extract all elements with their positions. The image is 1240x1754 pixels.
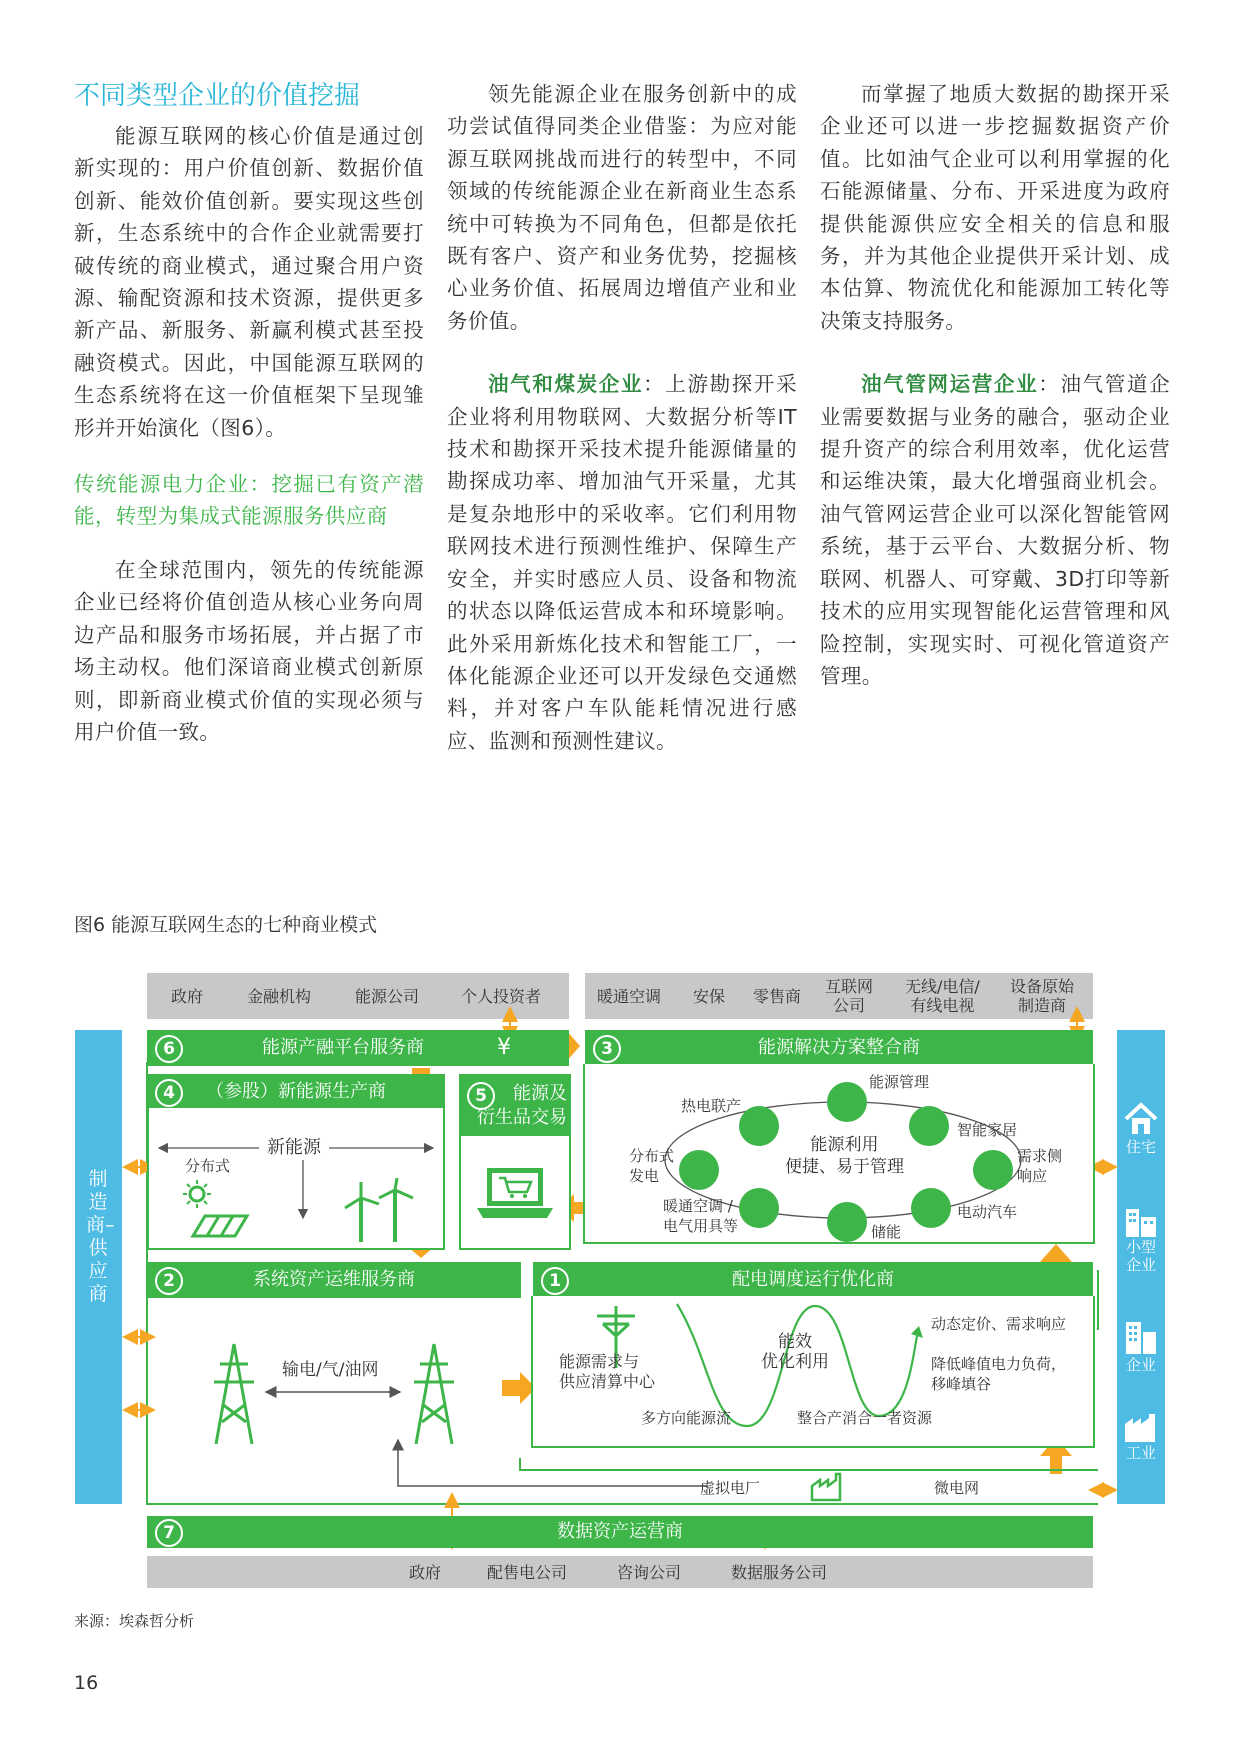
electric-car-icon bbox=[911, 1188, 951, 1228]
module-7-header bbox=[147, 1516, 1093, 1548]
text-column-1 bbox=[74, 78, 424, 749]
figure-source: 来源：埃森哲分析 bbox=[74, 1612, 195, 1630]
stakeholder-label: 金融机构 bbox=[247, 987, 312, 1006]
stakeholder-label: 安保 bbox=[693, 987, 726, 1006]
module-title: 数据资产运营商 bbox=[557, 1521, 683, 1542]
module-number-badge: 6 bbox=[155, 1035, 183, 1063]
paragraph bbox=[820, 368, 1170, 692]
microgrid-label: 微电网 bbox=[934, 1479, 980, 1497]
subheading: 传统能源电力企业：挖掘已有资产潜能，转型为集成式能源服务供应商 bbox=[74, 472, 424, 529]
module-number-badge: 1 bbox=[541, 1267, 569, 1295]
enterprise-icon bbox=[1123, 1320, 1159, 1354]
paragraph-lead: 油气管网运营企业 bbox=[861, 372, 1039, 397]
paragraph: 在全球范围内，领先的传统能源企业已经将价值创造从核心业务向周边产品和服务市场拓展，并占据了市场主动权。他们深谙商业模式创新原则，即新商业模式价值的实现必须与用户价值一致。 bbox=[74, 558, 424, 745]
pricing-label: 动态定价、需求响应 bbox=[931, 1315, 1067, 1333]
customer-label-home: 住宅 bbox=[1125, 1138, 1156, 1156]
solar-generation-icon bbox=[679, 1150, 719, 1190]
grid-label: 输电/气/油网 bbox=[282, 1360, 379, 1380]
stakeholder-label: 数据服务公司 bbox=[731, 1563, 828, 1582]
manufacturer-supplier-sidebar bbox=[75, 1030, 122, 1504]
module-title: 系统资产运维服务商 bbox=[253, 1269, 415, 1290]
top-stakeholder-bar-left bbox=[147, 973, 569, 1019]
laptop-cart-icon bbox=[477, 1164, 553, 1224]
module-title: 配电调度运行优化商 bbox=[732, 1269, 894, 1290]
item-label: 智能家居 bbox=[957, 1121, 1018, 1139]
module-number-badge: 3 bbox=[593, 1035, 621, 1063]
chp-plant-icon bbox=[739, 1106, 779, 1146]
module-5 bbox=[459, 1074, 571, 1250]
customer-sidebar bbox=[1117, 1030, 1165, 1504]
section-heading: 不同类型企业的价值挖掘 bbox=[74, 81, 361, 111]
item-label: 暖通空调 / 电气用具等 bbox=[663, 1197, 739, 1235]
tv-icon bbox=[909, 1106, 949, 1146]
module-title: 能源产融平台服务商 bbox=[262, 1037, 424, 1058]
module-1-body bbox=[531, 1296, 1095, 1448]
paragraph-body: ：油气管道企业需要数据与业务的融合，驱动企业提升资产的综合利用效率，优化运营和运维决策，最大化增强商业机会。油气管网运营企业可以深化智能管网系统，基于云平台、大数据分析、物联网、机器人、可穿戴、3D打印等新技术的应用实现智能化运营管理和风险控制，实现实时、可视化管道资产管理。 bbox=[820, 372, 1171, 688]
text-column-2 bbox=[447, 78, 797, 757]
efficiency-label: 能效 优化利用 bbox=[761, 1332, 829, 1372]
clearing-center-label: 能源需求与 供应清算中心 bbox=[559, 1352, 656, 1391]
customer-label-small-business: 小型 企业 bbox=[1125, 1238, 1156, 1274]
paragraph-body: ：上游勘探开采企业将利用物联网、大数据分析等IT技术和勘探开采技术提升能源储量的勘探成功率、增加油气开采量，尤其是复杂地形中的采收率。它们利用物联网技术进行预测性维护、保障生产安全，并实时感应人员、设备和物流的状态以降低运营成本和环境影响。此外采用新炼化技术和智能工厂，一体化能源企业还可以开发绿色交通燃料，并对客户车队能耗情况进行感应、监测和预测性建议。 bbox=[447, 372, 797, 753]
customer-label-industry: 工业 bbox=[1125, 1444, 1156, 1462]
new-energy-label: 新能源 bbox=[267, 1137, 321, 1158]
module-4-header bbox=[147, 1074, 445, 1110]
battery-storage-icon bbox=[827, 1202, 867, 1242]
item-label: 电动汽车 bbox=[957, 1203, 1018, 1221]
module-2-header bbox=[147, 1262, 521, 1298]
stakeholder-label: 配售电公司 bbox=[487, 1563, 568, 1582]
module-number-badge: 2 bbox=[155, 1267, 183, 1295]
virtual-power-plant-label: 虚拟电厂 bbox=[700, 1479, 761, 1497]
bottom-stakeholder-bar bbox=[147, 1556, 1093, 1588]
stakeholder-label: 零售商 bbox=[753, 987, 802, 1006]
multi-flow-label: 多方向能源流 bbox=[641, 1409, 732, 1427]
paragraph bbox=[447, 368, 797, 757]
module-4-body bbox=[147, 1108, 445, 1250]
stakeholder-label: 个人投资者 bbox=[461, 987, 542, 1006]
factory-icon bbox=[1123, 1412, 1159, 1442]
house-icon bbox=[1123, 1102, 1159, 1136]
item-label: 储能 bbox=[871, 1223, 902, 1241]
stakeholder-label: 政府 bbox=[171, 987, 204, 1006]
customer-label-enterprise: 企业 bbox=[1125, 1356, 1156, 1374]
stakeholder-label: 无线/电信/ 有线电视 bbox=[905, 977, 980, 1015]
item-label: 需求侧 响应 bbox=[1017, 1147, 1063, 1185]
module-title: （参股）新能源生产商 bbox=[206, 1081, 386, 1102]
stakeholder-label: 政府 bbox=[409, 1563, 442, 1582]
peak-shaving-label: 降低峰值电力负荷， 移峰填谷 bbox=[931, 1355, 1067, 1393]
paragraph: 领先能源企业在服务创新中的成功尝试值得同类企业借鉴：为应对能源互联网挑战而进行的转型中，不同领域的传统能源企业在新商业生态系统中可转换为不同角色，但都是依托既有客户、资产和业务优势，挖掘核心业务价值、拓展周边增值产业和业务价值。 bbox=[447, 82, 797, 333]
yen-icon: ¥ bbox=[497, 1035, 511, 1060]
module-number-badge: 7 bbox=[155, 1519, 183, 1547]
solar-panel-icon bbox=[183, 1180, 253, 1240]
stakeholder-label: 能源公司 bbox=[355, 987, 420, 1006]
top-stakeholder-bar-right bbox=[585, 973, 1093, 1019]
figure-title: 图6 能源互联网生态的七种商业模式 bbox=[74, 914, 378, 936]
stakeholder-label: 互联网 公司 bbox=[825, 977, 874, 1015]
vpp-plant-icon bbox=[810, 1472, 850, 1502]
module-3-header bbox=[585, 1030, 1093, 1066]
sidebar-label: 制造商–供应商 bbox=[86, 1168, 115, 1305]
module-6-header bbox=[147, 1030, 569, 1066]
item-label: 分布式 发电 bbox=[629, 1147, 675, 1185]
module-title: 能源及 衍生品交易 bbox=[477, 1083, 567, 1128]
module-number-badge: 4 bbox=[155, 1079, 183, 1107]
stakeholder-label: 设备原始 制造商 bbox=[1010, 977, 1075, 1015]
stakeholder-label: 咨询公司 bbox=[617, 1563, 682, 1582]
page-number: 16 bbox=[74, 1672, 99, 1694]
paragraph: 而掌握了地质大数据的勘探开采企业还可以进一步挖掘数据资产价值。比如油气企业可以利用掌握的化石能源储量、分布、开采进度为政府提供能源供应安全相关的信息和服务，并为其他企业提供开采计划、成本估算、物流优化和能源加工转化等决策支持服务。 bbox=[820, 82, 1170, 333]
paragraph-lead: 油气和煤炭企业 bbox=[488, 372, 644, 397]
appliance-icon bbox=[739, 1188, 779, 1228]
stakeholder-label: 暖通空调 bbox=[597, 987, 662, 1006]
module-1-header bbox=[533, 1262, 1093, 1298]
transmission-towers bbox=[200, 1340, 460, 1450]
text-column-3 bbox=[820, 78, 1170, 692]
small-business-icon bbox=[1123, 1203, 1159, 1237]
module-3-body bbox=[583, 1064, 1095, 1244]
module-title: 能源解决方案整合商 bbox=[758, 1037, 920, 1058]
distributed-label: 分布式 bbox=[185, 1157, 231, 1175]
module-number-badge: 5 bbox=[467, 1082, 495, 1110]
gauge-icon bbox=[973, 1150, 1013, 1190]
prosumer-label: 整合产消合一者资源 bbox=[797, 1409, 933, 1427]
wind-turbine-icon bbox=[339, 1178, 419, 1244]
item-label: 热电联产 bbox=[681, 1097, 742, 1115]
center-label: 能源利用 便捷、易于管理 bbox=[785, 1135, 904, 1177]
paragraph: 能源互联网的核心价值是通过创新实现的：用户价值创新、数据价值创新、能效价值创新。要实现这些创新，生态系统中的合作企业就需要打破传统的商业模式，通过聚合用户资源、输配资源和技术资源，提供更多新产品、新服务、新赢利模式甚至投融资模式。因此，中国能源互联网的生态系统将在这一价值框架下呈现雏形并开始演化（图6）。 bbox=[74, 124, 424, 440]
item-label: 能源管理 bbox=[869, 1073, 930, 1091]
energy-management-icon bbox=[827, 1082, 867, 1122]
